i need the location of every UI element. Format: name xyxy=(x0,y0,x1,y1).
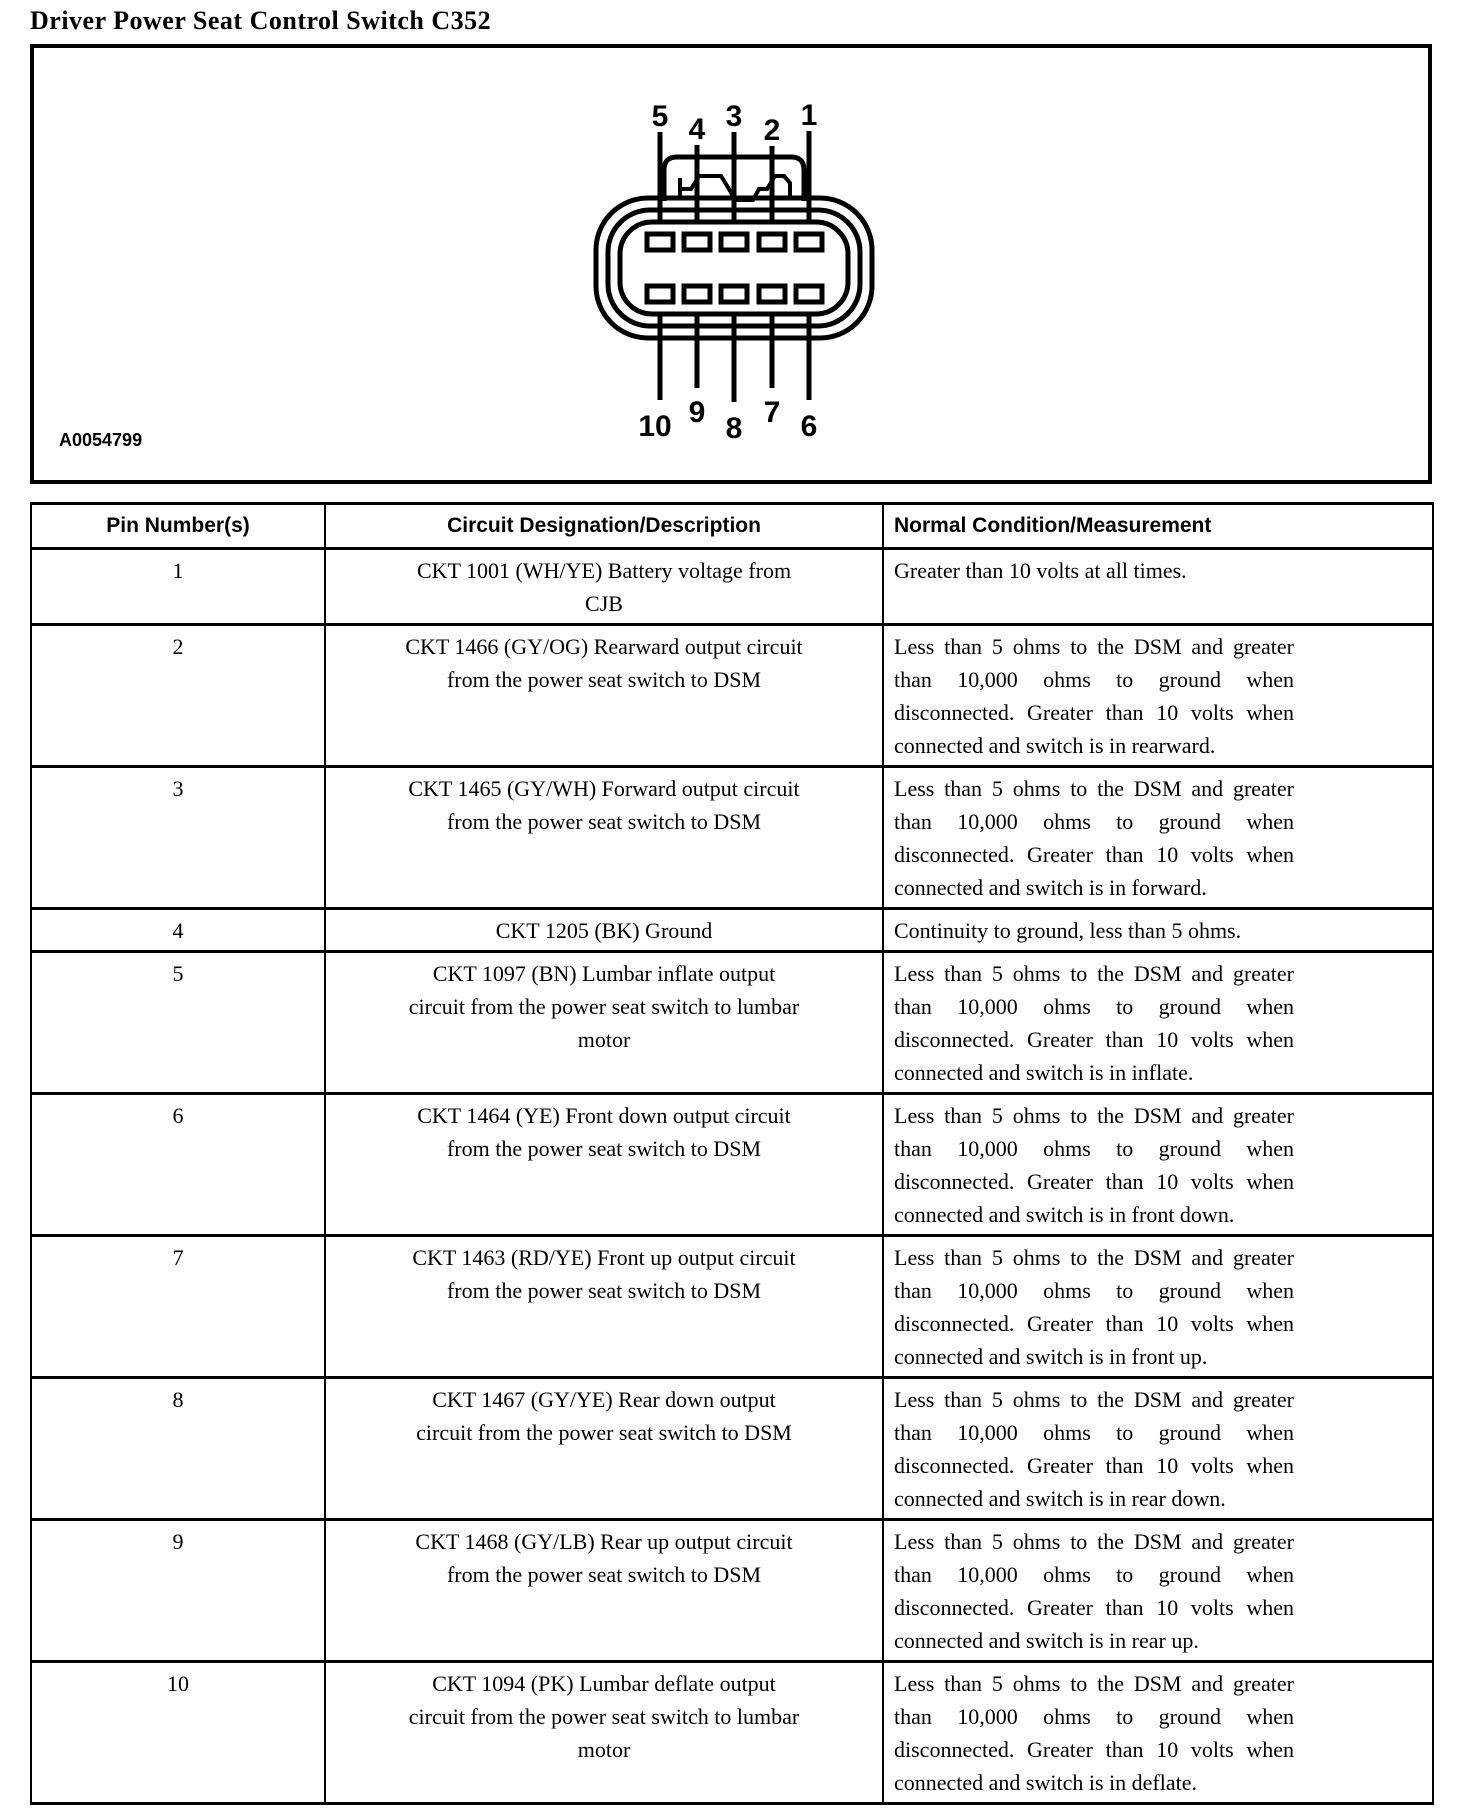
pin-number-label: 3 xyxy=(725,100,743,133)
table-row xyxy=(31,549,1433,625)
normal-condition-cell: Less than 5 ohms to the DSM and greater than 10,000 ohms to ground when disconnected. Greater than 10 volts when connected and switch is in inflate. xyxy=(883,952,1433,1094)
pin-contact-1 xyxy=(796,234,822,250)
header-pin-numbers: Pin Number(s) xyxy=(31,504,325,549)
pin-number-label: 1 xyxy=(800,99,818,132)
table-row xyxy=(31,1378,1433,1520)
table-row xyxy=(31,952,1433,1094)
page-title: Driver Power Seat Control Switch C352 xyxy=(30,6,492,35)
pin-number-label: 9 xyxy=(688,396,706,429)
pin-contact-9 xyxy=(684,286,710,302)
pin-contact-8 xyxy=(721,286,747,302)
pinout-table xyxy=(30,502,1434,1805)
connector-figure-box xyxy=(30,44,1432,484)
pin-number-cell: 4 xyxy=(31,909,325,952)
circuit-description-cell: CKT 1467 (GY/YE) Rear down output circuit from the power seat switch to DSM xyxy=(325,1378,883,1520)
pin-number-label: 8 xyxy=(725,412,743,445)
pin-number-label: 7 xyxy=(763,396,781,429)
table-row xyxy=(31,909,1433,952)
circuit-description-cell: CKT 1464 (YE) Front down output circuit from the power seat switch to DSM xyxy=(325,1094,883,1236)
pin-number-cell: 1 xyxy=(31,549,325,625)
circuit-description-cell: CKT 1097 (BN) Lumbar inflate output circuit from the power seat switch to lumbar motor xyxy=(325,952,883,1094)
circuit-description-cell: CKT 1465 (GY/WH) Forward output circuit from the power seat switch to DSM xyxy=(325,767,883,909)
pin-number-label: 5 xyxy=(651,100,669,133)
normal-condition-cell: Continuity to ground, less than 5 ohms. xyxy=(883,909,1433,952)
normal-condition-cell: Less than 5 ohms to the DSM and greater than 10,000 ohms to ground when disconnected. Greater than 10 volts when connected and switch is in forward. xyxy=(883,767,1433,909)
pin-number-cell: 3 xyxy=(31,767,325,909)
pin-contact-10 xyxy=(647,286,673,302)
circuit-description-cell: CKT 1463 (RD/YE) Front up output circuit from the power seat switch to DSM xyxy=(325,1236,883,1378)
pin-number-cell: 2 xyxy=(31,625,325,767)
table-header-row xyxy=(31,504,1433,549)
normal-condition-cell: Less than 5 ohms to the DSM and greater than 10,000 ohms to ground when disconnected. Greater than 10 volts when connected and switch is in rear down. xyxy=(883,1378,1433,1520)
normal-condition-cell: Less than 5 ohms to the DSM and greater than 10,000 ohms to ground when disconnected. Greater than 10 volts when connected and switch is in front up. xyxy=(883,1236,1433,1378)
normal-condition-cell: Less than 5 ohms to the DSM and greater than 10,000 ohms to ground when disconnected. Greater than 10 volts when connected and switch is in rear up. xyxy=(883,1520,1433,1662)
normal-condition-cell: Less than 5 ohms to the DSM and greater than 10,000 ohms to ground when disconnected. Greater than 10 volts when connected and switch is in rearward. xyxy=(883,625,1433,767)
table-row xyxy=(31,1520,1433,1662)
header-normal-condition: Normal Condition/Measurement xyxy=(883,504,1433,549)
pin-number-cell: 9 xyxy=(31,1520,325,1662)
normal-condition-cell: Less than 5 ohms to the DSM and greater than 10,000 ohms to ground when disconnected. Greater than 10 volts when connected and switch is in front down. xyxy=(883,1094,1433,1236)
pin-contact-6 xyxy=(796,286,822,302)
normal-condition-cell: Greater than 10 volts at all times. xyxy=(883,549,1433,625)
connector-diagram xyxy=(34,48,1428,480)
pin-contact-4 xyxy=(684,234,710,250)
pin-number-cell: 5 xyxy=(31,952,325,1094)
table-row xyxy=(31,625,1433,767)
top-pin-contacts xyxy=(647,234,822,250)
circuit-description-cell: CKT 1001 (WH/YE) Battery voltage from CJB xyxy=(325,549,883,625)
pin-contact-3 xyxy=(721,234,747,250)
pin-contact-5 xyxy=(647,234,673,250)
figure-id-caption: A0054799 xyxy=(59,430,143,450)
pin-number-cell: 8 xyxy=(31,1378,325,1520)
table-row xyxy=(31,1236,1433,1378)
circuit-description-cell: CKT 1466 (GY/OG) Rearward output circuit from the power seat switch to DSM xyxy=(325,625,883,767)
table-row xyxy=(31,1662,1433,1804)
table-row xyxy=(31,767,1433,909)
pin-number-label: 4 xyxy=(688,113,706,146)
circuit-description-cell: CKT 1094 (PK) Lumbar deflate output circuit from the power seat switch to lumbar motor xyxy=(325,1662,883,1804)
circuit-description-cell: CKT 1205 (BK) Ground xyxy=(325,909,883,952)
pin-number-label: 6 xyxy=(800,410,818,443)
pin-number-label: 2 xyxy=(763,114,781,147)
pin-number-label: 10 xyxy=(638,410,672,443)
pin-contact-7 xyxy=(759,286,785,302)
circuit-description-cell: CKT 1468 (GY/LB) Rear up output circuit from the power seat switch to DSM xyxy=(325,1520,883,1662)
pin-number-cell: 10 xyxy=(31,1662,325,1804)
header-circuit-designation: Circuit Designation/Description xyxy=(325,504,883,549)
table-row xyxy=(31,1094,1433,1236)
pin-number-cell: 6 xyxy=(31,1094,325,1236)
pin-contact-2 xyxy=(759,234,785,250)
pin-number-cell: 7 xyxy=(31,1236,325,1378)
bottom-pin-contacts xyxy=(647,286,822,302)
normal-condition-cell: Less than 5 ohms to the DSM and greater than 10,000 ohms to ground when disconnected. Greater than 10 volts when connected and switch is in deflate. xyxy=(883,1662,1433,1804)
